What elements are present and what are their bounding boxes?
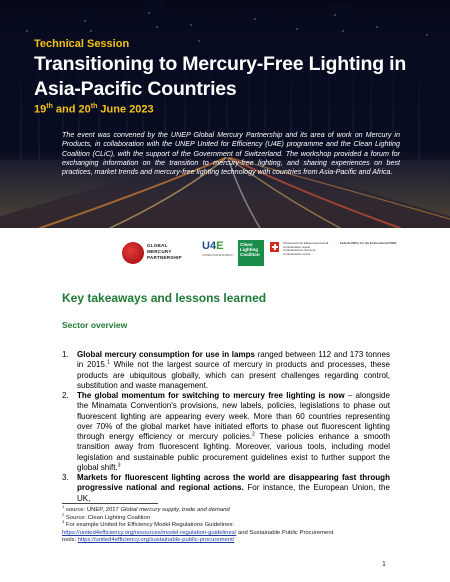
- gmp-logo-text: [147, 243, 195, 261]
- footnote-ref-1: 1: [107, 359, 110, 366]
- footnote-ref-3: 3: [117, 462, 121, 469]
- footnote-ref-2: 2: [252, 431, 255, 438]
- gmp-logo-icon: [122, 242, 144, 264]
- footnote-3-tools: [62, 537, 392, 545]
- footnote-number: 3: [62, 519, 65, 525]
- u4e-mark-e: E: [216, 240, 224, 252]
- list-item-number: 1.: [62, 350, 69, 359]
- footnote-text: Source: Clean Lighting Coalition: [64, 514, 151, 521]
- list-item-number: 2.: [62, 391, 69, 400]
- swiss-cross-icon: [270, 242, 279, 252]
- list-item-bold: Markets for fluorescent lighting across the world are disappearing fast through progressive national and regional actions.: [77, 473, 390, 493]
- footnote-text: For example United for Efficiency Model Regulations Guidelines:: [64, 522, 235, 529]
- gmp-line-2: MERCURY: [147, 249, 172, 254]
- clean-lighting-coalition-logo: [238, 240, 264, 266]
- u4e-logo: [202, 240, 236, 268]
- list-item-bold: The global momentum for switching to mercury free lighting is now: [77, 391, 345, 400]
- footnote-text: source: UNEP, 2017: [64, 507, 121, 513]
- date-day-1: 19: [34, 103, 47, 116]
- list-item-text: These policies enhance a smooth transition away from fluorescent lighting. Moreover, various tools, including model legislation and sustainable public procurement guidelines exist to further support the global shift.: [77, 432, 390, 472]
- takeaways-list: [62, 350, 390, 504]
- footnote-3-links: [62, 530, 392, 538]
- event-date: [34, 103, 154, 116]
- footnote-divider: [62, 503, 158, 504]
- session-kicker: Technical Session: [34, 38, 130, 50]
- footnotes: [62, 504, 392, 545]
- u4e-subtitle: UNITED FOR EFFICIENCY: [202, 254, 234, 257]
- list-item: [62, 350, 390, 391]
- footnote-3: [62, 519, 392, 530]
- list-item-number: 3.: [62, 473, 69, 482]
- clc-line-3: Coalition: [240, 252, 260, 257]
- list-item-bold: Global mercury consumption for use in lamps: [77, 350, 255, 359]
- gmp-line-3: PARTNERSHIP: [147, 255, 182, 260]
- model-regulation-guidelines-link[interactable]: https://united4efficiency.org/resources/model-regulation-guidelines/: [62, 529, 237, 536]
- date-month-year: June 2023: [97, 103, 154, 116]
- date-day-2: and 20: [52, 103, 91, 116]
- section-heading: Key takeaways and lessons learned: [62, 291, 267, 305]
- u4e-mark: [202, 240, 223, 252]
- clc-line-2: Lighting: [240, 247, 259, 252]
- list-item-text: ranged between 112 and 173 tonnes in 2015.: [77, 350, 390, 370]
- foen-text: Federal Office for the Environment FOEN: [340, 241, 397, 245]
- footnote-text: and Sustainable Public Procurement: [236, 529, 334, 536]
- swiss-confederation-text: Schweizerische Eidgenossenschaft Confédération suisse Confederazione Svizzera Confederaziun svizra: [283, 241, 329, 256]
- footnote-number: 2: [62, 511, 65, 517]
- list-item-text: While not the largest source of mercury in products and processes, these products are ubiquitous globally, which can present challenges regarding control, substitution and waste management.: [77, 360, 391, 390]
- u4e-mark-u4: U4: [202, 240, 217, 252]
- list-item-text: For instance, the European Union, the UK,: [77, 483, 390, 503]
- hero-banner: [0, 0, 450, 228]
- page-title: Transitioning to Mercury-Free Lighting in Asia-Pacific Countries: [34, 53, 407, 100]
- list-item: [62, 473, 390, 504]
- date-suffix-2: th: [90, 103, 98, 110]
- list-item-text: – alongside the Minamata Convention's provisions, new labels, policies, legislations to phase out fluorescent lighting are appearing every week. More than 60 countries representing over 70% of the global market have initiated efforts to phase out fluorescent lighting through energy efficiency or mercury policies.: [77, 391, 390, 441]
- gmp-line-1: GLOBAL: [147, 243, 168, 248]
- section-subheading: Sector overview: [62, 320, 128, 330]
- intro-paragraph: The event was convened by the UNEP Global Mercury Partnership and its area of work on Mercury in Products, in collaboration with the UNEP United for Efficiency (U4E) programme and the Clean Lighting Coalition (CLiC), with the support of the Government of Switzerland. The workshop provided a forum for exchanging information on the transition to mercury-free lighting, and sharing experiences on best practices, market trends and mercury-free lighting technology with countries from Asia-Pacific and Africa.: [62, 131, 400, 177]
- sustainable-procurement-link[interactable]: https://united4efficiency.org/sustainable-public-procurement/: [77, 537, 235, 544]
- partner-logos: [0, 228, 450, 280]
- footnote-number: 1: [62, 504, 65, 510]
- footnote-1: [62, 504, 392, 515]
- clc-line-1: Clean: [240, 242, 253, 247]
- page-number: 1: [382, 561, 386, 568]
- date-suffix-1: th: [46, 103, 53, 110]
- footnote-source-title: Global mercury supply, trade and demand: [120, 507, 230, 513]
- list-item: [62, 391, 390, 473]
- footnote-text: tools:: [62, 537, 78, 544]
